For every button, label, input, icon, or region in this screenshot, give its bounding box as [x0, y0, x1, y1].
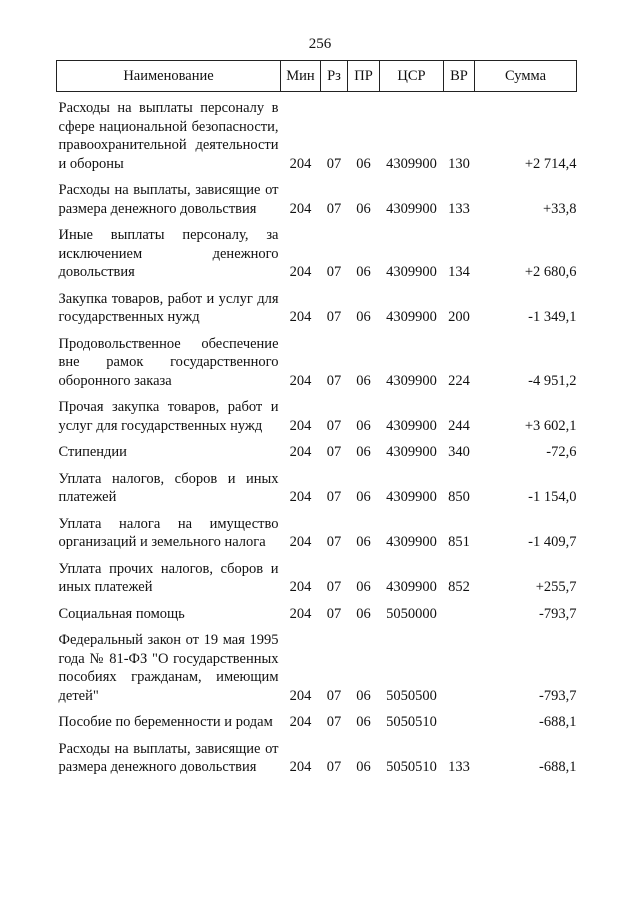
column-header-pr: ПР — [348, 61, 380, 92]
cell-min: 204 — [289, 759, 312, 775]
cell-csr: 4309900 — [386, 579, 437, 595]
cell-name: Продовольственное обеспечение вне рамок государственного оборонного заказа — [58, 335, 279, 389]
cell-pr: 06 — [356, 687, 371, 704]
cell-vr: 133 — [448, 759, 470, 775]
table-row — [57, 391, 577, 436]
table-row — [57, 436, 577, 463]
cell-sum: -793,7 — [539, 605, 577, 622]
cell-sum: +2 680,6 — [524, 264, 577, 280]
table-header — [57, 61, 577, 92]
table-row — [57, 174, 577, 219]
table-body — [57, 92, 577, 778]
table-row — [57, 219, 577, 283]
table-row — [57, 733, 577, 778]
cell-csr: 5050500 — [386, 687, 437, 704]
column-header-sum: Сумма — [475, 61, 577, 92]
cell-rz: 07 — [326, 417, 342, 434]
table-row — [57, 328, 577, 392]
cell-sum: +255,7 — [535, 579, 577, 595]
cell-csr: 5050510 — [386, 759, 437, 775]
cell-csr: 4309900 — [386, 264, 437, 280]
cell-pr: 06 — [356, 200, 371, 217]
cell-pr: 06 — [356, 372, 371, 389]
cell-pr: 06 — [356, 714, 371, 730]
cell-vr: 850 — [448, 489, 470, 505]
column-header-min: Мин — [281, 61, 321, 92]
cell-rz: 07 — [326, 444, 342, 460]
column-header-rz: Рз — [321, 61, 348, 92]
cell-sum: -4 951,2 — [528, 372, 577, 389]
cell-sum: +2 714,4 — [524, 155, 577, 172]
cell-rz: 07 — [326, 309, 342, 325]
cell-name: Уплата налогов, сборов и иных платежей — [58, 470, 279, 505]
cell-vr: 852 — [448, 579, 470, 595]
budget-table — [56, 60, 577, 778]
cell-name: Закупка товаров, работ и услуг для государственных нужд — [58, 290, 279, 325]
cell-min: 204 — [289, 489, 312, 505]
table-row — [57, 706, 577, 733]
cell-rz: 07 — [326, 200, 342, 217]
cell-min: 204 — [289, 534, 312, 550]
cell-csr: 5050510 — [386, 714, 437, 730]
cell-min: 204 — [289, 687, 312, 704]
cell-vr: 224 — [448, 372, 470, 389]
cell-rz: 07 — [326, 372, 342, 389]
cell-name: Прочая закупка товаров, работ и услуг для государственных нужд — [58, 399, 279, 434]
cell-pr: 06 — [356, 579, 371, 595]
cell-pr: 06 — [356, 534, 371, 550]
table-row — [57, 624, 577, 706]
cell-csr: 4309900 — [386, 444, 437, 460]
cell-rz: 07 — [326, 155, 342, 172]
cell-rz: 07 — [326, 714, 342, 730]
cell-vr — [444, 706, 475, 733]
cell-pr: 06 — [356, 759, 371, 775]
column-header-name: Наименование — [57, 61, 281, 92]
cell-csr: 4309900 — [386, 417, 437, 434]
cell-min: 204 — [289, 200, 312, 217]
cell-min: 204 — [289, 417, 312, 434]
cell-csr: 4309900 — [386, 155, 437, 172]
cell-pr: 06 — [356, 444, 371, 460]
cell-sum: -72,6 — [546, 444, 577, 460]
cell-vr — [444, 598, 475, 625]
cell-sum: -688,1 — [539, 714, 577, 730]
table-row — [57, 553, 577, 598]
cell-pr: 06 — [356, 417, 371, 434]
cell-rz: 07 — [326, 489, 342, 505]
cell-min: 204 — [289, 155, 312, 172]
cell-name: Федеральный закон от 19 мая 1995 года № 81-ФЗ "О государственных пособиях гражданам, имеющим детей" — [58, 632, 279, 704]
cell-name: Расходы на выплаты, зависящие от размера денежного довольствия — [58, 740, 279, 775]
cell-sum: -1 409,7 — [528, 534, 577, 550]
cell-csr: 5050000 — [386, 605, 437, 622]
cell-csr: 4309900 — [386, 200, 437, 217]
cell-name: Расходы на выплаты, зависящие от размера денежного довольствия — [58, 182, 279, 217]
cell-name: Уплата налога на имущество организаций и земельного налога — [58, 515, 279, 550]
cell-rz: 07 — [326, 687, 342, 704]
cell-name: Социальная помощь — [58, 605, 185, 622]
table-row — [57, 283, 577, 328]
cell-name: Иные выплаты персоналу, за исключением денежного довольствия — [58, 227, 279, 280]
cell-min: 204 — [289, 444, 312, 460]
cell-sum: +33,8 — [542, 200, 577, 217]
cell-sum: +3 602,1 — [524, 417, 577, 434]
cell-pr: 06 — [356, 605, 371, 622]
cell-csr: 4309900 — [386, 489, 437, 505]
cell-sum: -1 154,0 — [528, 489, 577, 505]
cell-name: Расходы на выплаты персоналу в сфере национальной безопасности, правоохранительной деятельности и обороны — [58, 100, 279, 172]
column-header-csr: ЦСР — [380, 61, 444, 92]
cell-min: 204 — [289, 309, 312, 325]
cell-vr: 851 — [448, 534, 470, 550]
cell-min: 204 — [289, 264, 312, 280]
cell-pr: 06 — [356, 155, 371, 172]
cell-name: Уплата прочих налогов, сборов и иных платежей — [58, 560, 279, 595]
cell-min: 204 — [289, 605, 312, 622]
cell-vr: 133 — [448, 200, 470, 217]
cell-sum: -793,7 — [539, 687, 577, 704]
cell-csr: 4309900 — [386, 372, 437, 389]
cell-vr: 134 — [448, 264, 470, 280]
cell-rz: 07 — [326, 605, 342, 622]
cell-vr — [444, 624, 475, 706]
cell-csr: 4309900 — [386, 534, 437, 550]
cell-sum: -1 349,1 — [528, 309, 577, 325]
cell-min: 204 — [289, 714, 312, 730]
page-number: 256 — [308, 36, 332, 52]
cell-vr: 340 — [448, 444, 470, 460]
cell-sum: -688,1 — [539, 759, 577, 775]
table-row — [57, 598, 577, 625]
cell-vr: 130 — [448, 155, 470, 172]
table-row — [57, 508, 577, 553]
table-row — [57, 463, 577, 508]
cell-min: 204 — [289, 372, 312, 389]
cell-min: 204 — [289, 579, 312, 595]
column-header-vr: ВР — [444, 61, 475, 92]
cell-name: Пособие по беременности и родам — [58, 714, 273, 730]
cell-pr: 06 — [356, 309, 371, 325]
cell-vr: 200 — [448, 309, 470, 325]
cell-rz: 07 — [326, 534, 342, 550]
cell-rz: 07 — [326, 264, 342, 280]
cell-name: Стипендии — [58, 444, 127, 460]
cell-pr: 06 — [356, 489, 371, 505]
cell-rz: 07 — [326, 759, 342, 775]
cell-pr: 06 — [356, 264, 371, 280]
cell-rz: 07 — [326, 579, 342, 595]
table-row — [57, 92, 577, 175]
cell-vr: 244 — [448, 417, 470, 434]
cell-csr: 4309900 — [386, 309, 437, 325]
